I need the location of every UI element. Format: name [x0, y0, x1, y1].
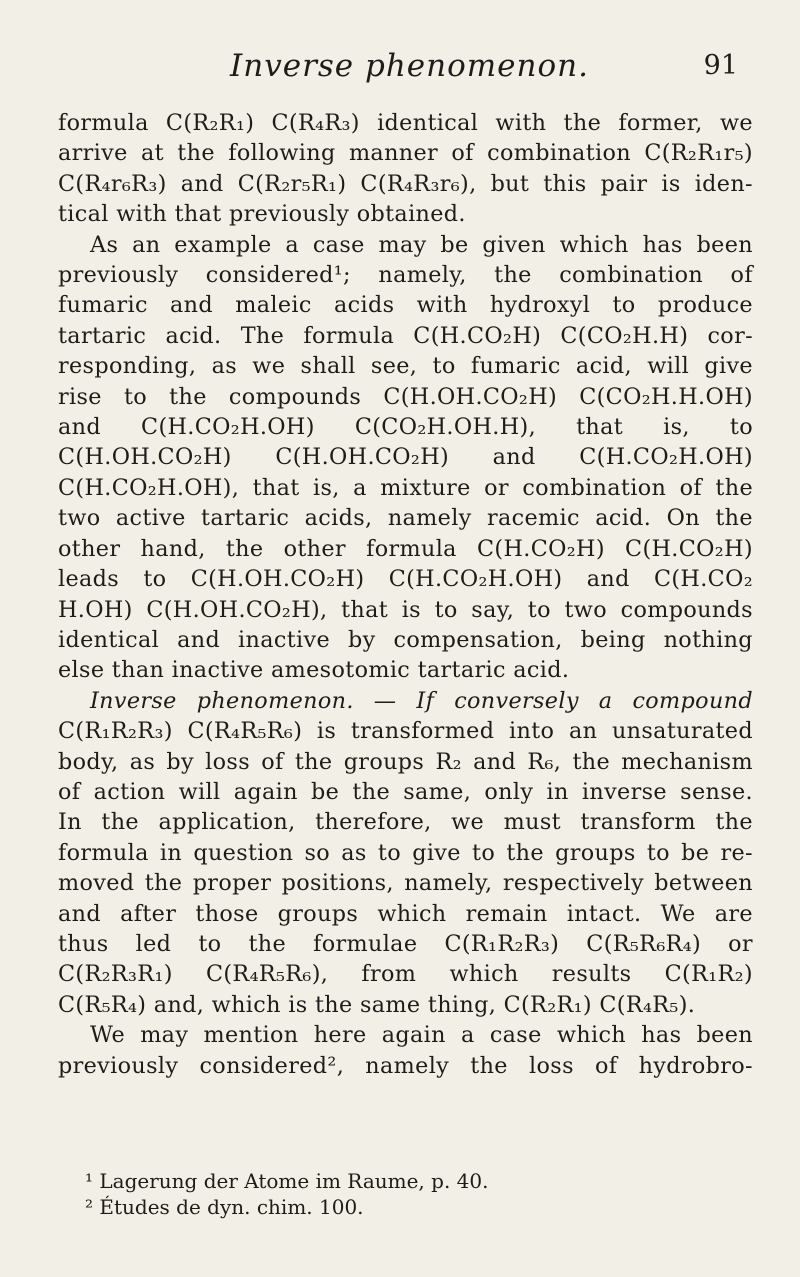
text-line: other hand, the other formula C(H.CO₂H) C(H.CO₂H) — [58, 535, 753, 562]
text-line: previously considered², namely the loss of hydrobro- — [58, 1052, 753, 1079]
page-header — [0, 48, 800, 88]
running-title: Inverse phenomenon. — [230, 48, 589, 84]
page-number: 91 — [703, 50, 738, 81]
text-line: C(H.CO₂H.OH), that is, a mixture or combination of the — [58, 474, 753, 501]
text-line: As an example a case may be given which has been — [90, 231, 753, 258]
text-line: two active tartaric acids, namely racemic acid. On the — [58, 505, 753, 532]
text-line: H.OH) C(H.OH.CO₂H), that is to say, to two compounds — [58, 596, 753, 623]
text-line: C(R₄r₆R₃) and C(R₂r₅R₁) C(R₄R₃r₆), but this pair is iden- — [58, 170, 753, 197]
text-line: moved the proper positions, namely, respectively between — [58, 870, 753, 897]
text-line: C(R₅R₄) and, which is the same thing, C(R₂R₁) C(R₄R₅). — [58, 991, 696, 1018]
text-line: We may mention here again a case which has been — [90, 1022, 753, 1049]
text-line: fumaric and maleic acids with hydroxyl to produce — [58, 292, 753, 319]
text-line: C(H.OH.CO₂H) C(H.OH.CO₂H) and C(H.CO₂H.OH) — [58, 444, 753, 471]
text-line: body, as by loss of the groups R₂ and R₆, the mechanism — [58, 748, 753, 775]
text-line: and C(H.CO₂H.OH) C(CO₂H.OH.H), that is, to — [58, 414, 753, 441]
text-line: tical with that previously obtained. — [58, 201, 466, 228]
text-line: responding, as we shall see, to fumaric acid, will give — [58, 353, 753, 380]
text-line: arrive at the following manner of combination C(R₂R₁r₅) — [58, 140, 753, 167]
footnote: ² Études de dyn. chim. 100. — [85, 1195, 364, 1219]
section-heading-line: Inverse phenomenon. — If conversely a compound — [90, 687, 753, 714]
text-line: formula C(R₂R₁) C(R₄R₃) identical with the former, we — [58, 110, 753, 136]
text-line: of action will again be the same, only in inverse sense. — [58, 778, 753, 805]
text-line: rise to the compounds C(H.OH.CO₂H) C(CO₂H.H.OH) — [58, 383, 753, 410]
footnote: ¹ Lagerung der Atome im Raume, p. 40. — [85, 1169, 489, 1193]
text-line: and after those groups which remain intact. We are — [58, 900, 753, 927]
text-line: leads to C(H.OH.CO₂H) C(H.CO₂H.OH) and C(H.CO₂ — [58, 566, 753, 593]
footnotes — [85, 1168, 745, 1220]
text-line: C(R₁R₂R₃) C(R₄R₅R₆) is transformed into an unsaturated — [58, 718, 753, 745]
text-line: formula in question so as to give to the groups to be re- — [58, 839, 753, 866]
text-line: C(R₂R₃R₁) C(R₄R₅R₆), from which results C(R₁R₂) — [58, 961, 753, 988]
body-text — [58, 108, 753, 1081]
text-line: tartaric acid. The formula C(H.CO₂H) C(CO₂H.H) cor- — [58, 322, 753, 349]
text-line: previously considered¹; namely, the combination of — [58, 262, 753, 289]
text-line: thus led to the formulae C(R₁R₂R₃) C(R₅R₆R₄) or — [58, 930, 753, 957]
text-line: In the application, therefore, we must transform the — [58, 809, 753, 836]
text-line: identical and inactive by compensation, being nothing — [58, 626, 753, 653]
text-line: else than inactive amesotomic tartaric acid. — [58, 657, 570, 684]
